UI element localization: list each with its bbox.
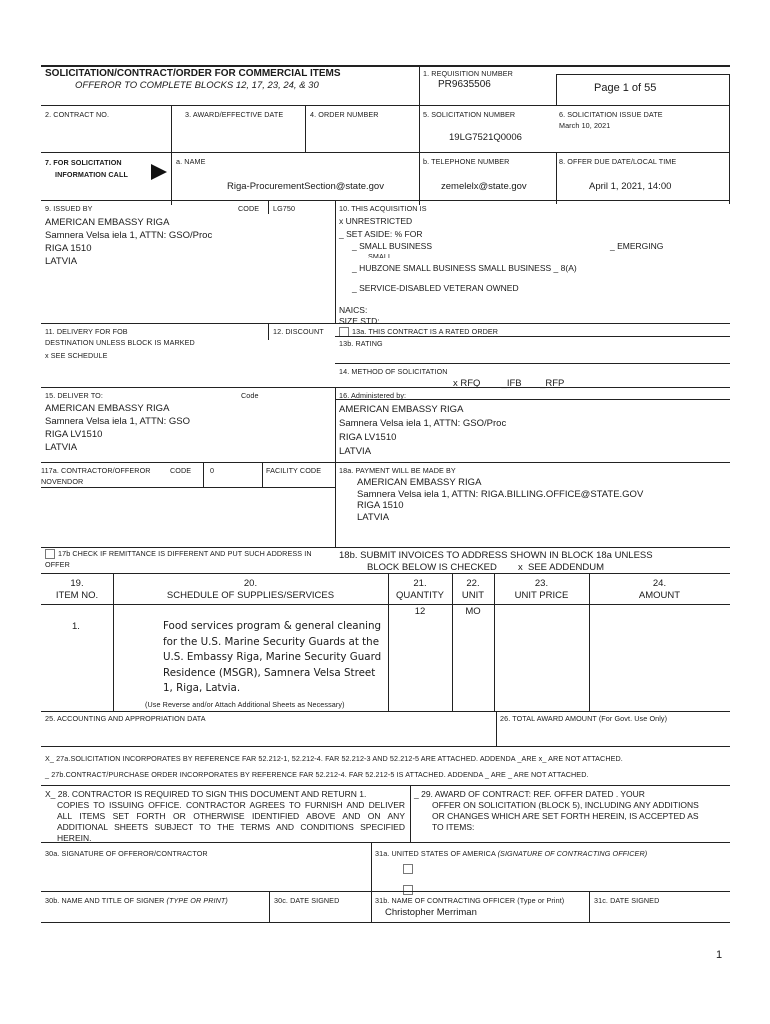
address-line: RIGA LV1510 — [339, 432, 397, 443]
col-header-label: ITEM NO. — [55, 590, 99, 601]
divider — [335, 387, 336, 547]
remit-check-label — [45, 549, 312, 559]
method-options: x RFQ _IFB _RFP — [453, 378, 565, 389]
divider — [41, 462, 730, 463]
col-header-num: 21. — [413, 578, 427, 589]
col-header-num: 19. — [70, 578, 84, 589]
fob-label: 11. DELIVERY FOR FOB — [45, 327, 128, 336]
solicitation-date-label: 6. SOLICITATION ISSUE DATE — [559, 110, 663, 119]
naics-label: NAICS: — [339, 305, 368, 315]
divider — [556, 74, 557, 105]
divider — [41, 711, 730, 712]
page-number: 1 — [716, 949, 723, 961]
deliver-address — [45, 402, 190, 454]
divider — [305, 105, 306, 152]
col-header-unit-price — [494, 578, 589, 602]
divider — [371, 842, 372, 922]
contractor-code: 0 — [210, 466, 215, 475]
fob-label-2: DESTINATION UNLESS BLOCK IS MARKED — [45, 338, 195, 347]
address-line: RIGA LV1510 — [45, 429, 103, 440]
col-header-num: 20. — [243, 578, 258, 589]
name-30b-label — [45, 896, 228, 905]
divider — [41, 487, 335, 488]
divider — [335, 399, 730, 400]
col-header-label: UNIT PRICE — [514, 590, 569, 601]
solicitation-number: 19LG7521Q0006 — [449, 132, 522, 143]
divider — [41, 785, 730, 786]
page-count: Page 1 of 55 — [594, 82, 657, 94]
small-business-option: _ SMALL BUSINESS — [352, 241, 432, 251]
form-top-border — [41, 65, 730, 67]
divider — [589, 891, 590, 922]
item-unit: MO — [465, 606, 481, 617]
divider — [203, 462, 204, 487]
unrestricted-option: x UNRESTRICTED — [339, 216, 413, 226]
date-30c-label: 30c. DATE SIGNED — [274, 896, 340, 905]
divider — [269, 891, 270, 922]
divider — [419, 65, 420, 205]
divider — [556, 152, 557, 204]
address-line: AMERICAN EMBASSY RIGA — [45, 403, 170, 414]
col-header-amount — [589, 578, 730, 602]
method-label: 14. METHOD OF SOLICITATION — [339, 367, 448, 376]
address-line: AMERICAN EMBASSY RIGA — [45, 217, 170, 228]
address-line: LATVIA — [45, 256, 78, 267]
divider — [41, 922, 730, 923]
block-28-first: X_ 28. CONTRACTOR IS REQUIRED TO SIGN THIS DOCUMENT AND RETURN 1. — [45, 789, 367, 799]
divider — [262, 462, 263, 487]
contracting-officer-name: Christopher Merriman — [385, 907, 477, 918]
address-line: Samnera Velsa iela 1, ATTN: GSO/Proc — [45, 230, 213, 241]
far-27a: X_ 27a.SOLICITATION INCORPORATES BY REFERENCE FAR 52.212-1, 52.212-4. FAR 52.212-3 AND 52.212-5 ARE ATTACHED. ADDENDA _ARE x_ ARE NOT ATTACHED. — [45, 754, 623, 763]
address-line: AMERICAN EMBASSY RIGA — [339, 404, 464, 415]
item-description: Food services program & general cleaning for the U.S. Marine Security Guards at the U.S. Embassy Riga, Marine Security Guard Residence (MSGR), Samnera Velsa Street 1, Riga, Latvia. — [163, 620, 382, 694]
address-line: RIGA 1510 — [45, 243, 92, 254]
total-award-label: 26. TOTAL AWARD AMOUNT (For Govt. Use Only) — [500, 714, 668, 723]
address-line: LATVIA — [339, 446, 372, 457]
invoice-instruction-2: BLOCK BELOW IS CHECKED x SEE ADDENDUM — [367, 562, 605, 573]
date-31c-label: 31c. DATE SIGNED — [594, 896, 660, 905]
address-line: AMERICAN EMBASSY RIGA — [357, 477, 482, 488]
discount-label: 12. DISCOUNT — [273, 327, 324, 336]
divider — [41, 891, 730, 892]
col-header-label: UNIT — [461, 590, 485, 601]
col-header-label: QUANTITY — [395, 590, 445, 601]
item-number: 1. — [72, 621, 80, 632]
acquisition-label: 10. THIS ACQUISITION IS — [339, 204, 427, 213]
name-31b-label: 31b. NAME OF CONTRACTING OFFICER (Type or Print) — [375, 896, 565, 905]
sig-31a-note: (SIGNATURE OF CONTRACTING OFFICER) — [497, 849, 648, 858]
sig-30a-label: 30a. SIGNATURE OF OFFEROR/CONTRACTOR — [45, 849, 208, 858]
address-line: LATVIA — [45, 442, 78, 453]
address-line: LATVIA — [357, 511, 390, 523]
divider — [41, 842, 730, 843]
telephone-label: b. TELEPHONE NUMBER — [423, 157, 510, 166]
deliver-code-label: Code — [241, 391, 259, 400]
col-header-unit — [452, 578, 494, 602]
setaside-option: _ SET ASIDE: % FOR — [339, 229, 423, 239]
divider — [335, 363, 730, 364]
divider — [268, 200, 269, 214]
divider — [41, 152, 730, 153]
issued-code: LG750 — [273, 204, 296, 213]
divider — [335, 200, 336, 323]
divider — [268, 323, 269, 340]
divider — [41, 604, 730, 605]
block-29-first: _ 29. AWARD OF CONTRACT: REF. OFFER DATED . YOUR — [414, 789, 645, 799]
contractor-label-2: NOVENDOR — [41, 477, 84, 486]
solicitation-date: March 10, 2021 — [559, 121, 611, 130]
rated-text: 13a. THIS CONTRACT IS A RATED ORDER — [352, 327, 499, 336]
payment-label: 18a. PAYMENT WILL BE MADE BY — [339, 466, 456, 475]
requisition-label: 1. REQUISITION NUMBER — [423, 69, 513, 78]
sig-31a-text: 31a. UNITED STATES OF AMERICA — [375, 849, 496, 858]
order-number-label: 4. ORDER NUMBER — [310, 110, 379, 119]
hubzone-option: _ HUBZONE SMALL BUSINESS SMALL BUSINESS _ 8(A) — [352, 263, 577, 273]
emerging-option: _ EMERGING — [610, 241, 664, 251]
far-27b: _ 27b.CONTRACT/PURCHASE ORDER INCORPORATES BY REFERENCE FAR 52.212-4. FAR 52.212-5 IS ATTACHED. ADDENDA _ ARE _ ARE NOT ATTACHED. — [45, 770, 589, 779]
col-header-quantity — [388, 578, 452, 602]
info-call-label-2: INFORMATION CALL — [55, 170, 128, 179]
remit-checkbox[interactable] — [45, 549, 55, 559]
arrow-right-icon — [151, 164, 167, 180]
divider — [335, 336, 730, 337]
name-30b-note: (TYPE OR PRINT) — [166, 896, 228, 905]
size-std-label: SIZE STD: — [339, 316, 380, 323]
invoice-instruction: 18b. SUBMIT INVOICES TO ADDRESS SHOWN IN BLOCK 18a UNLESS — [339, 550, 653, 561]
facility-code-label: FACILITY CODE — [266, 466, 322, 475]
col-header-num: 22. — [466, 578, 480, 589]
payment-address — [357, 477, 643, 523]
block-29-rest: OFFER ON SOLICITATION (BLOCK 5), INCLUDING ANY ADDITIONS OR CHANGES WHICH ARE SET FORTH HEREIN, IS ACCEPTED AS TO ITEMS: — [432, 800, 699, 832]
name-label: a. NAME — [176, 157, 206, 166]
divider — [410, 785, 411, 842]
divider — [41, 105, 730, 106]
contractor-label: 117a. CONTRACTOR/OFFEROR — [41, 466, 151, 475]
col-header-supplies — [113, 578, 388, 602]
accounting-label: 25. ACCOUNTING AND APPROPRIATION DATA — [45, 714, 206, 723]
divider — [171, 105, 172, 205]
divider — [496, 711, 497, 746]
divider — [41, 547, 730, 548]
contact-name: Riga-ProcurementSection@state.gov — [227, 181, 384, 192]
address-line: Samnera Velsa iela 1, ATTN: GSO/Proc — [339, 418, 507, 429]
col-header-num: 24. — [652, 578, 667, 589]
due-date-label: 8. OFFER DUE DATE/LOCAL TIME — [559, 157, 677, 166]
reverse-note: (Use Reverse and/or Attach Additional Sheets as Necessary) — [145, 700, 345, 709]
col-header-label: SCHEDULE OF SUPPLIES/SERVICES — [166, 590, 335, 601]
solicitation-number-label: 5. SOLICITATION NUMBER — [423, 110, 516, 119]
info-call-label: 7. FOR SOLICITATION — [45, 158, 122, 167]
col-header-num: 23. — [534, 578, 549, 589]
see-schedule: x SEE SCHEDULE — [45, 351, 108, 360]
divider — [729, 74, 730, 204]
sig-31a-label — [375, 849, 647, 858]
block-28 — [45, 789, 405, 844]
issued-address — [45, 216, 212, 268]
signature-checkbox-1[interactable] — [403, 860, 416, 878]
contractor-code-label: CODE — [170, 466, 192, 475]
rating-label: 13b. RATING — [339, 339, 383, 348]
divider — [41, 387, 730, 388]
admin-address — [339, 403, 506, 459]
due-date: April 1, 2021, 14:00 — [589, 181, 672, 192]
name-30b-text: 30b. NAME AND TITLE OF SIGNER — [45, 896, 165, 905]
address-line: RIGA 1510 — [357, 500, 404, 511]
block-28-rest: COPIES TO ISSUING OFFICE. CONTRACTOR AGREES TO FURNISH AND DELIVER ALL ITEMS SET FORTH OR OTHERWISE IDENTIFIED ABOVE AND ON ANY ADDITIONAL SHEETS SUBJECT TO THE TERMS AND CONDITIONS SPECIFIED HEREIN. — [57, 800, 405, 843]
address-line: Samnera Velsa iela 1, ATTN: RIGA.BILLING.OFFICE@STATE.GOV — [357, 488, 644, 500]
telephone-value: zemelelx@state.gov — [441, 181, 527, 192]
sdvosb-option: _ SERVICE-DISABLED VETERAN OWNED — [352, 283, 519, 293]
remit-text: 17b CHECK IF REMITTANCE IS DIFFERENT AND PUT SUCH ADDRESS IN — [58, 549, 312, 558]
issued-by-label: 9. ISSUED BY — [45, 204, 93, 213]
deliver-to-label: 15. DELIVER TO: — [45, 391, 103, 400]
award-date-label: 3. AWARD/EFFECTIVE DATE — [185, 110, 284, 119]
col-header-label: AMOUNT — [638, 590, 681, 601]
form-subtitle: OFFEROR TO COMPLETE BLOCKS 12, 17, 23, 24, & 30 — [75, 80, 319, 91]
divider — [41, 746, 730, 747]
divider — [41, 323, 730, 324]
requisition-number: PR9635506 — [438, 79, 491, 90]
address-line: Samnera Velsa iela 1, ATTN: GSO — [45, 416, 191, 427]
remit-offer: OFFER — [45, 560, 70, 569]
divider — [41, 573, 730, 574]
block-29 — [414, 789, 700, 833]
divider — [556, 74, 730, 75]
administered-label: 16. Administered by: — [339, 391, 407, 400]
item-quantity: 12 — [414, 606, 426, 617]
col-header-item — [41, 578, 113, 602]
divider — [41, 200, 730, 201]
small-cut-text: SMALL — [368, 252, 393, 258]
contract-no-label: 2. CONTRACT NO. — [45, 110, 110, 119]
issued-code-label: CODE — [238, 204, 260, 213]
form-title: SOLICITATION/CONTRACT/ORDER FOR COMMERCIAL ITEMS — [45, 68, 341, 79]
